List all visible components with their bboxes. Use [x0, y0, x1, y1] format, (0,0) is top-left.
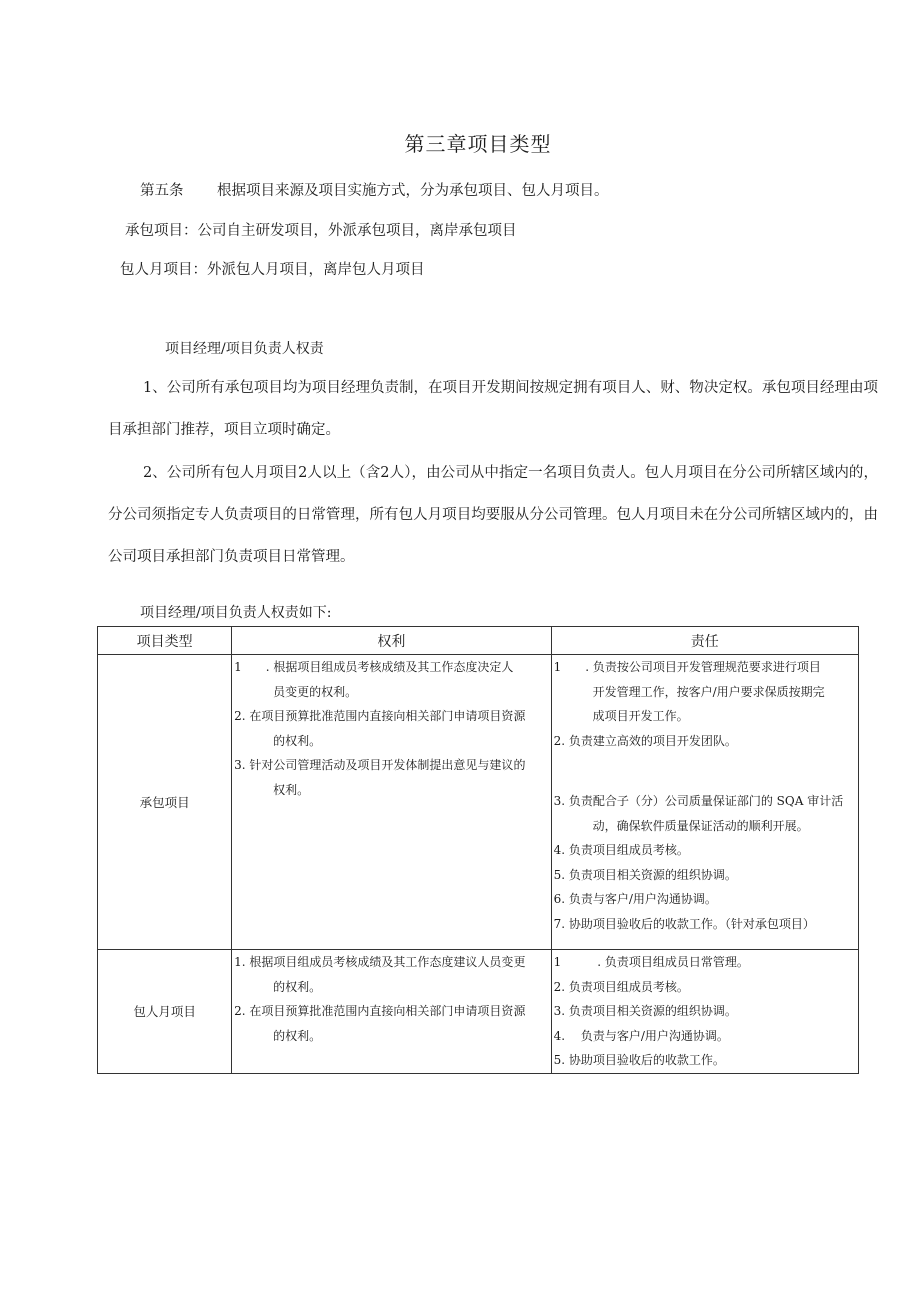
table-caption: 项目经理/项目负责人权责如下:	[140, 605, 332, 621]
duties-cell	[551, 655, 858, 950]
duties-item: 5. 负责项目相关资源的组织协调。	[553, 867, 737, 882]
rights-item: 1. 根据项目组成员考核成绩及其工作态度建议人员变更 的权利。	[234, 955, 526, 994]
article-text: 根据项目来源及项目实施方式，分为承包项目、包人月项目。	[217, 183, 609, 199]
contract-projects-line: 承包项目：公司自主研发项目，外派承包项目，离岸承包项目	[125, 223, 517, 239]
header-type: 项目类型	[98, 627, 232, 655]
project-type-cell: 包人月项目	[98, 950, 232, 1074]
duties-item: 7. 协助项目验收后的收款工作。（针对承包项目）	[553, 916, 815, 931]
table-row	[98, 950, 859, 1074]
duties-item: 1 . 负责项目组成员日常管理。	[553, 955, 749, 969]
table-header-row	[98, 627, 859, 655]
chapter-title: 第三章项目类型	[404, 132, 552, 156]
duties-item: 4. 负责项目组成员考核。	[553, 843, 689, 857]
header-rights: 权利	[232, 627, 551, 655]
duties-item: 6. 负责与客户/用户沟通协调。	[553, 892, 717, 906]
duties-item: 3. 负责项目相关资源的组织协调。	[553, 1004, 737, 1018]
duties-item: 4. 负责与客户/用户沟通协调。	[553, 1028, 729, 1043]
paragraph-2: 2、公司所有包人月项目2人以上（含2人），由公司从中指定一名项目负责人。包人月项目在分公司所辖区域内的，分公司须指定专人负责项目的日常管理，所有包人月项目均要服从分公司管理。包人月项目未在分公司所辖区域内的，由公司项目承担部门负责项目日常管理。	[108, 465, 878, 565]
rights-cell	[232, 950, 551, 1074]
duties-item: 3. 负责配合子（分）公司质量保证部门的 SQA 审计活 动，确保软件质量保证活动的顺利开展。	[553, 794, 844, 833]
rights-item: 3. 针对公司管理活动及项目开发体制提出意见与建议的 权利。	[234, 758, 526, 797]
duties-cell	[551, 950, 858, 1074]
duties-item: 2. 负责建立高效的项目开发团队。	[553, 733, 737, 748]
duties-item: 1 . 负责按公司项目开发管理规范要求进行项目 开发管理工作，按客户/用户要求保质按期完 成项目开发工作。	[553, 660, 825, 723]
rights-item: 2. 在项目预算批准范围内直接向相关部门申请项目资源 的权利。	[234, 709, 526, 748]
section-heading: 项目经理/项目负责人权责	[165, 341, 324, 357]
duties-item: 2. 负责项目组成员考核。	[553, 979, 689, 994]
rights-item: 2. 在项目预算批准范围内直接向相关部门申请项目资源 的权利。	[234, 1004, 526, 1043]
rights-duties-table	[97, 626, 859, 1074]
rights-item: 1 . 根据项目组成员考核成绩及其工作态度决定人 员变更的权利。	[234, 660, 514, 699]
article-number: 第五条	[140, 183, 184, 199]
table-row	[98, 655, 859, 950]
paragraph-1: 1、公司所有承包项目均为项目经理负责制，在项目开发期间按规定拥有项目人、财、物决定权。承包项目经理由项目承担部门推荐，项目立项时确定。	[108, 380, 878, 438]
header-duties: 责任	[551, 627, 858, 655]
duties-item: 5. 协助项目验收后的收款工作。	[553, 1053, 725, 1067]
rights-cell	[232, 655, 551, 950]
project-type-cell: 承包项目	[98, 655, 232, 950]
manmonth-projects-line: 包人月项目：外派包人月项目，离岸包人月项目	[120, 262, 425, 278]
